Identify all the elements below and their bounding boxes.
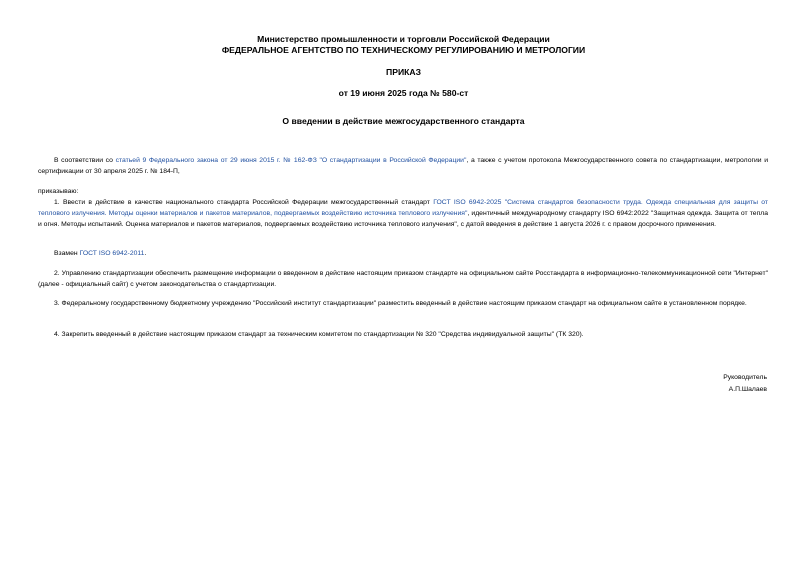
gost-iso-6942-2025-link[interactable]: ГОСТ ISO 6942-2025 "Система стандартов безопасности труда. Одежда специальная для защиты от теплового излучения. Методы оценки материалов и пакетов материалов, подвергаемых воздействию источника теплового излучения" [38, 199, 768, 218]
gost-iso-6942-2011-link[interactable]: ГОСТ ISO 6942-2011 [79, 250, 145, 257]
federal-law-link[interactable]: статьей 9 Федерального закона от 29 июня 2015 г. № 162-ФЗ "О стандартизации в Российской Федерации" [115, 157, 467, 164]
order-word: приказываю: [38, 188, 79, 195]
document-title: О введении в действие межгосударственного стандарта [282, 116, 525, 126]
replacement-text-start: Взамен [54, 250, 80, 257]
replacement-text-end: . [144, 250, 147, 257]
item-4-paragraph: 4. Закрепить введенный в действие настоящим приказом стандарт за техническим комитетом по стандартизации № 320 "Средства индивидуальной защиты" (ТК 320). [54, 331, 584, 338]
item-3-paragraph: 3. Федеральному государственному бюджетному учреждению "Российский институт стандартизации" разместить введенный в действие настоящим приказом стандарт на официальном сайте в установленном порядке. [54, 300, 747, 307]
replacement-paragraph [38, 248, 768, 259]
document-type: ПРИКАЗ [386, 67, 421, 77]
item-1-text-end: , идентичный международному стандарту ISO 6942:2022 "Защитная одежда. Защита от тепла и огня. Методы испытаний. Оценка материалов и пакетов материалов, подвергаемых воздействию источника теплового излучения", с датой введения в действие 1 августа 2026 г. с правом досрочного применения. [38, 210, 768, 229]
document-date-number: от 19 июня 2025 года № 580-ст [338, 88, 469, 98]
signatory-name: А.П.Шалаев [728, 385, 767, 393]
item-1-paragraph [38, 197, 768, 231]
item-1-text-start: 1. Ввести в действие в качестве национального стандарта Российской Федерации межгосударственный стандарт [54, 199, 434, 206]
preamble-text-start: В соответствии со [54, 157, 116, 164]
signatory-position: Руководитель [723, 374, 767, 381]
ministry-name: Министерство промышленности и торговли Российской Федерации [257, 34, 550, 44]
preamble-paragraph [38, 155, 768, 177]
preamble-text-end: , а также с учетом протокола Межгосударственного совета по стандартизации, метрологии и сертификации от 30 апреля 2025 г. № 184-П, [38, 157, 768, 176]
item-2-paragraph: 2. Управлению стандартизации обеспечить размещение информации о введенном в действие настоящим приказом стандарте на официальном сайте Росстандарта в информационно-телекоммуникационной сети "Интернет" (далее - официальный сайт) с учетом законодательства о стандартизации. [38, 270, 768, 289]
agency-name: ФЕДЕРАЛЬНОЕ АГЕНТСТВО ПО ТЕХНИЧЕСКОМУ РЕГУЛИРОВАНИЮ И МЕТРОЛОГИИ [221, 45, 586, 55]
signature-block [723, 372, 767, 395]
